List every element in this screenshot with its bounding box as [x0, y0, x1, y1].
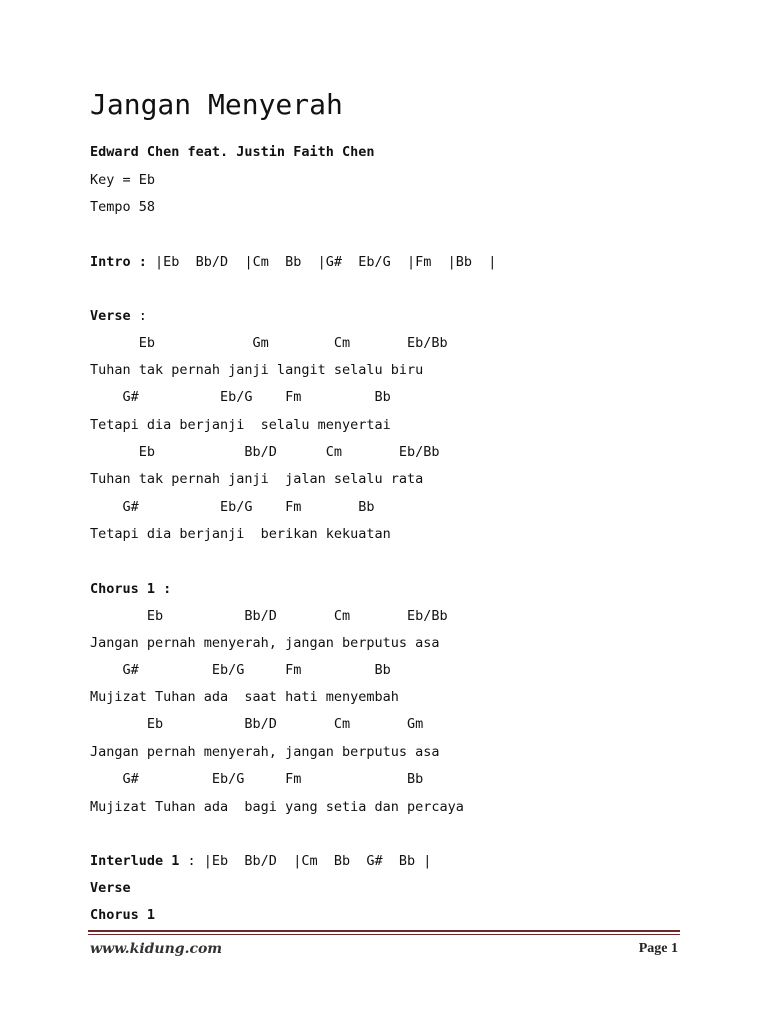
chorus-chord-line: Eb Bb/D Cm Eb/Bb [90, 608, 448, 624]
verse-chord-line: G# Eb/G Fm Bb [90, 389, 391, 405]
chorus-chord-line: Eb Bb/D Cm Gm [90, 716, 424, 732]
verse-label: Verse [90, 308, 131, 324]
interlude-chords: : |Eb Bb/D |Cm Bb G# Bb | [179, 853, 432, 869]
outro-verse-label: Verse [90, 880, 131, 896]
chorus-label-suffix: : [155, 581, 172, 597]
chorus-chord-line: G# Eb/G Fm Bb [90, 662, 391, 678]
key-line: Key = Eb [90, 172, 156, 188]
intro-line [90, 254, 496, 270]
chorus-lyric-line: Mujizat Tuhan ada bagi yang setia dan percaya [90, 799, 464, 815]
verse-lyric-line: Tetapi dia berjanji berikan kekuatan [90, 526, 391, 542]
footer-divider [88, 930, 680, 932]
verse-chord-line: Eb Bb/D Cm Eb/Bb [90, 444, 440, 460]
chorus-lyric-line: Mujizat Tuhan ada saat hati menyembah [90, 689, 399, 705]
footer-divider-thin [88, 934, 680, 935]
chorus-heading [90, 581, 171, 597]
verse-lyric-line: Tuhan tak pernah janji langit selalu biru [90, 362, 424, 378]
chorus-label: Chorus 1 [90, 581, 156, 597]
song-title: Jangan Menyerah [90, 88, 343, 121]
intro-label: Intro : [90, 254, 147, 270]
chorus-lyric-line: Jangan pernah menyerah, jangan berputus asa [90, 744, 440, 760]
verse-chord-line: Eb Gm Cm Eb/Bb [90, 335, 448, 351]
verse-chord-line: G# Eb/G Fm Bb [90, 499, 375, 515]
chorus-lyric-line: Jangan pernah menyerah, jangan berputus asa [90, 635, 440, 651]
verse-lyric-line: Tuhan tak pernah janji jalan selalu rata [90, 471, 424, 487]
verse-label-suffix: : [130, 308, 147, 324]
footer-site-link[interactable]: www.kidung.com [90, 941, 223, 957]
tempo-line: Tempo 58 [90, 199, 156, 215]
chorus-chord-line: G# Eb/G Fm Bb [90, 771, 424, 787]
artist-line: Edward Chen feat. Justin Faith Chen [90, 144, 375, 160]
interlude-label: Interlude 1 [90, 853, 180, 869]
verse-lyric-line: Tetapi dia berjanji selalu menyertai [90, 417, 391, 433]
intro-chords: |Eb Bb/D |Cm Bb |G# Eb/G |Fm |Bb | [146, 254, 497, 270]
verse-heading [90, 308, 147, 324]
interlude-line [90, 853, 431, 869]
page-number: Page 1 [638, 941, 678, 956]
outro-chorus-label: Chorus 1 [90, 907, 156, 923]
